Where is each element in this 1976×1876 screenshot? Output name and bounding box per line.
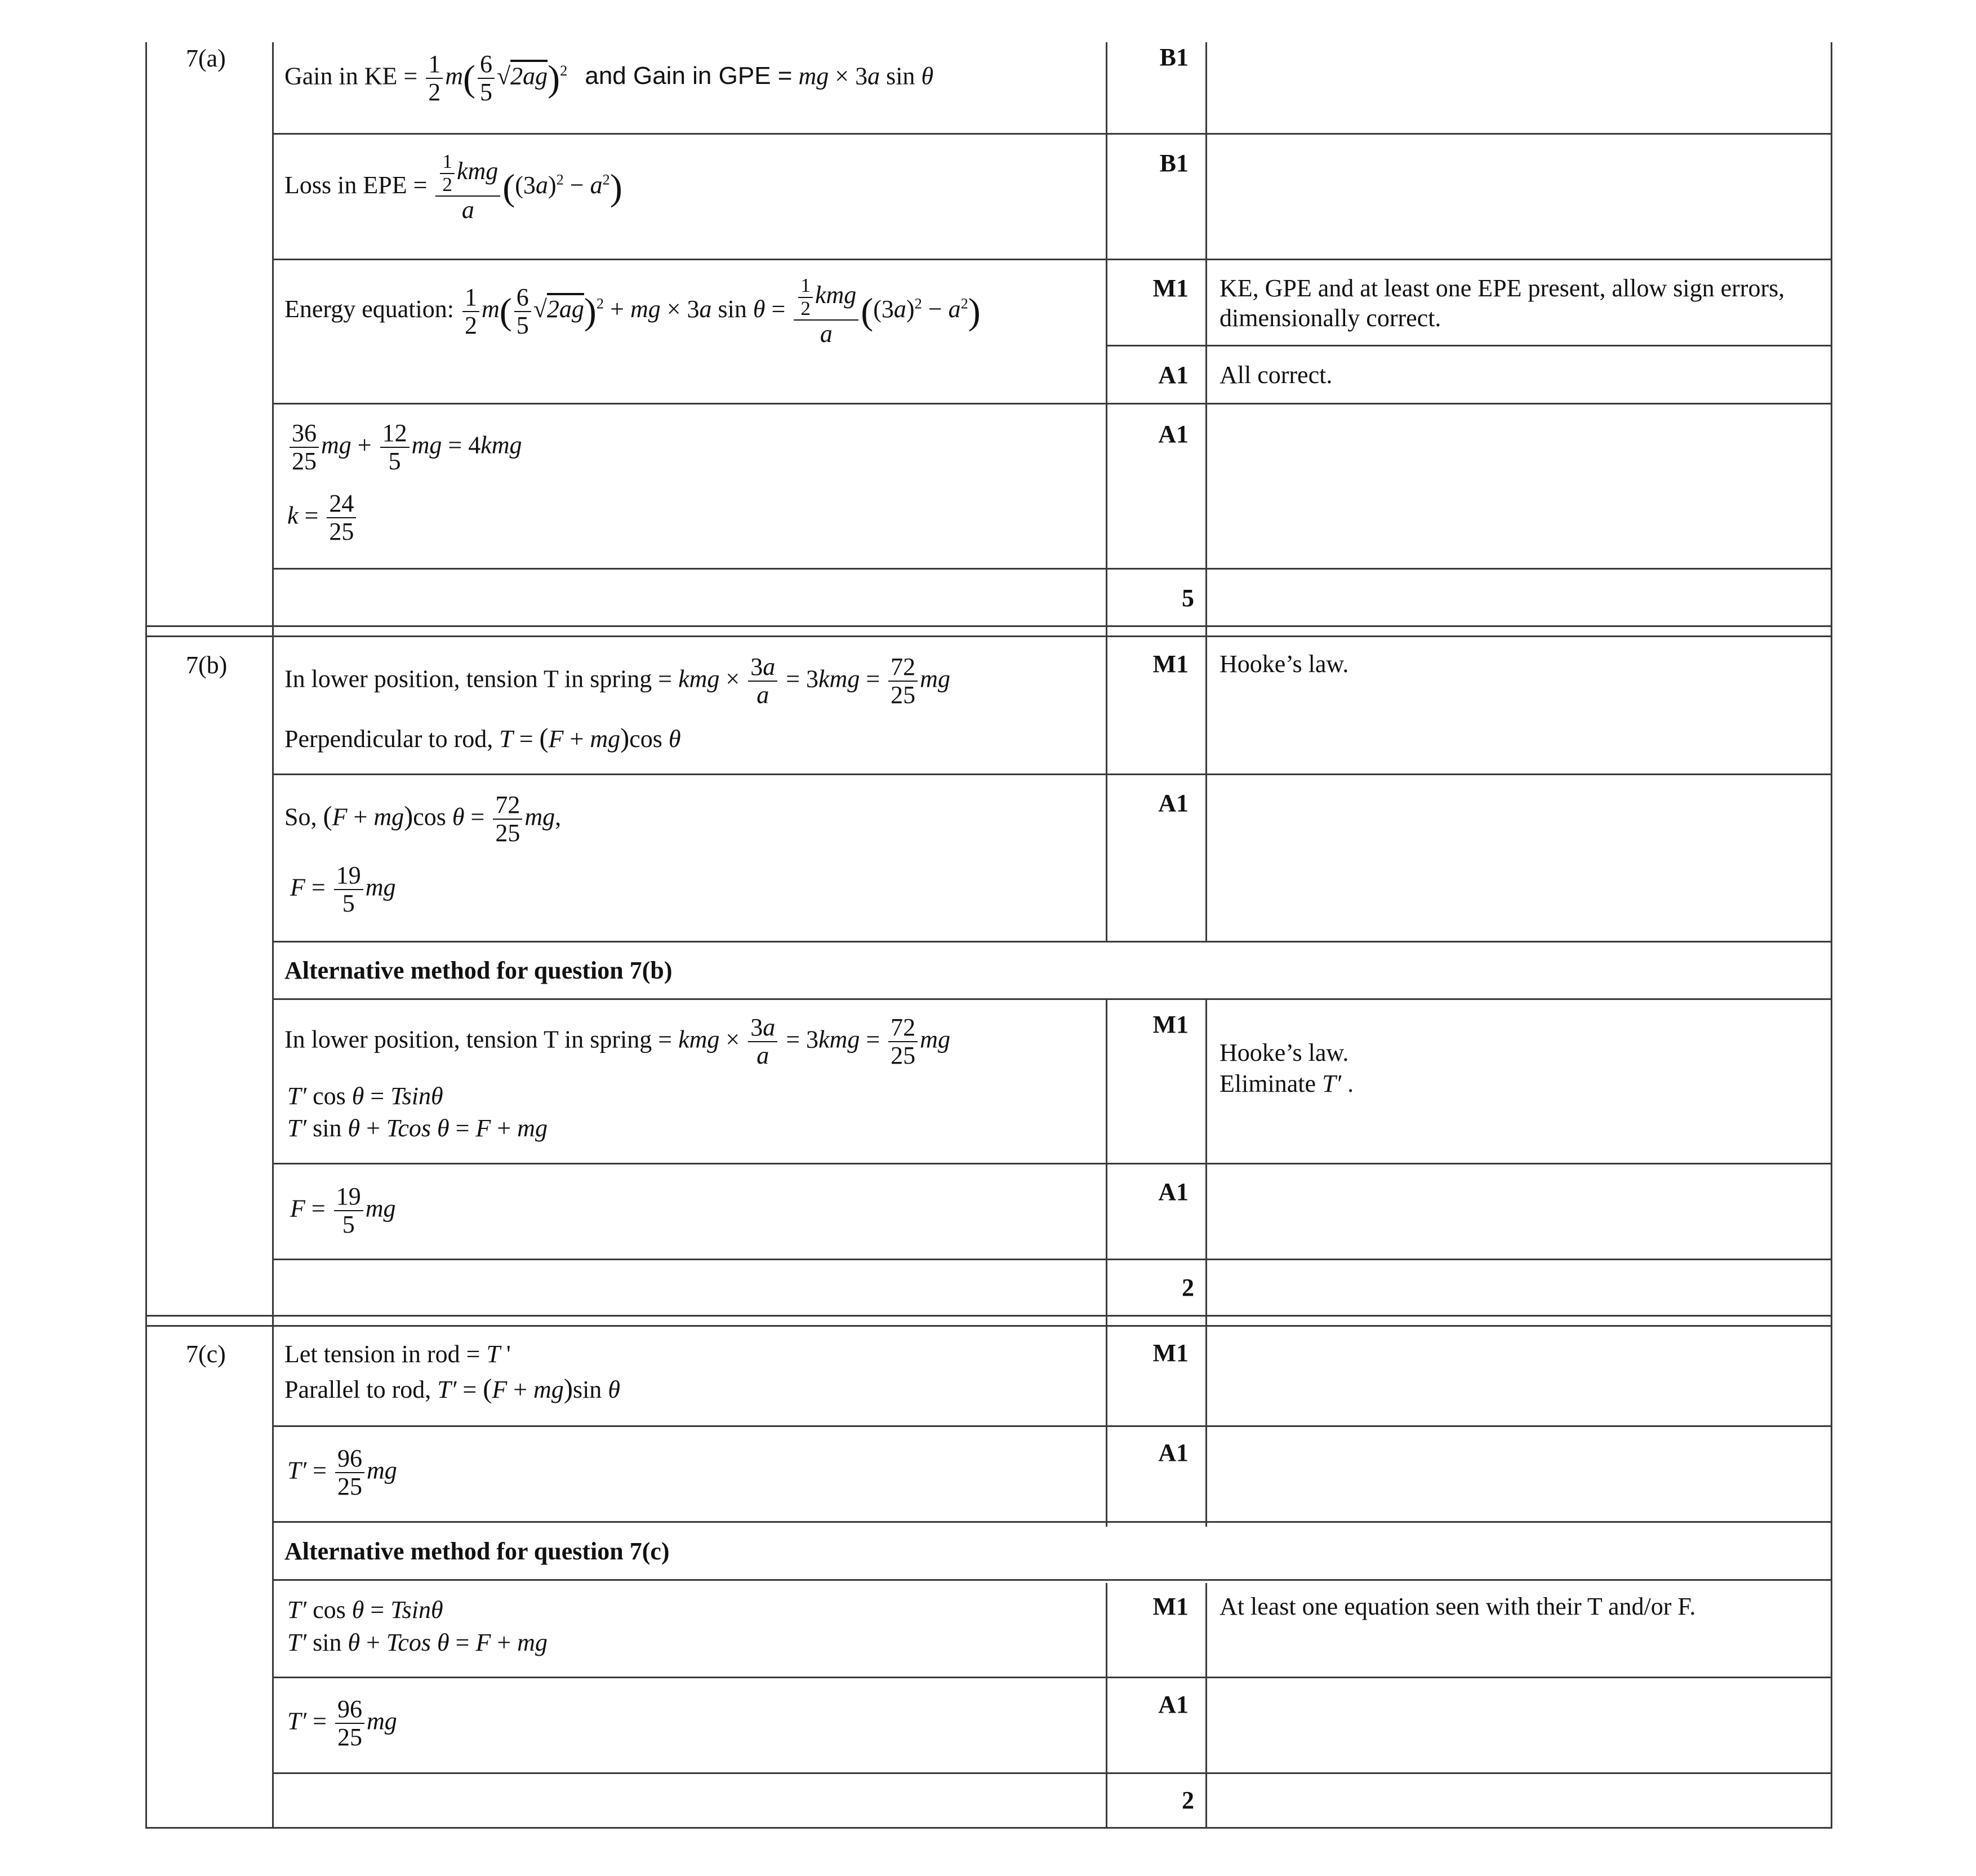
question-label: 7(b) [186, 651, 228, 679]
mark-code: A1 [1158, 1691, 1189, 1718]
table-border-left [145, 42, 147, 1828]
answer-let-tension: Let tension in rod = T ' [284, 1340, 511, 1368]
answer-f-value-alt: F = $\frac{19}{5}$ mg [290, 1182, 396, 1239]
table-column-divider-guidance [1205, 1000, 1207, 1527]
row-divider [272, 259, 1832, 260]
row-divider [272, 1163, 1832, 1164]
section-separator [145, 635, 1832, 637]
mark-code: M1 [1152, 650, 1189, 678]
row-divider [272, 773, 1832, 775]
guidance-text: Hooke’s law. [1220, 650, 1349, 678]
mark-code: M1 [1152, 1593, 1189, 1620]
total-marks: 5 [1182, 584, 1194, 612]
table-column-divider-guidance [1205, 1583, 1207, 1828]
table-column-divider-guidance [1205, 42, 1207, 941]
mark-code: A1 [1158, 1439, 1189, 1466]
alternative-method-heading: Alternative method for question 7(c) [284, 1537, 670, 1565]
answer-text: Parallel to rod, [284, 1376, 431, 1403]
answer-gain-ke-gpe: Gain in KE = $\frac{1}{2}$ m( $\frac{6}{5}$ √2ag)$^2$ and Gain in GPE = mg × 3a sin θ [284, 50, 934, 106]
guidance-text: KE, GPE and at least one EPE present, allow sign errors, [1220, 274, 1785, 302]
alternative-method-heading: Alternative method for question 7(b) [284, 957, 673, 984]
row-divider [272, 998, 1832, 1000]
answer-t-prime-value: T′ = $\frac{96}{25}$ mg [287, 1444, 397, 1501]
answer-so-equation: So, (F + mg)cos θ = $\frac{72}{25}$ mg, [284, 791, 562, 847]
guidance-text: Hooke’s law. [1220, 1039, 1349, 1066]
mark-code: M1 [1152, 274, 1189, 302]
mark-code: M1 [1152, 1339, 1189, 1367]
question-label: 7(a) [186, 45, 226, 72]
row-divider [272, 568, 1832, 570]
guidance-text: Eliminate [1220, 1070, 1316, 1097]
row-divider [272, 1425, 1832, 1427]
mark-code: B1 [1159, 43, 1189, 71]
mark-code: A1 [1158, 1178, 1189, 1206]
total-marks: 2 [1182, 1274, 1194, 1301]
answer-spring-tension: In lower position, tension T in spring = kmg × $\frac{3a}{a}$ = 3kmg = $\frac{72}{25}$ mg [284, 653, 950, 709]
row-divider [272, 133, 1832, 135]
total-marks: 2 [1182, 1786, 1194, 1814]
answer-text: Gain in KE = [284, 62, 418, 90]
section-separator [145, 1325, 1832, 1327]
answer-text: Let tension in rod = [284, 1340, 480, 1368]
answer-energy-equation: Energy equation: $\frac{1}{2}$ m( $\frac{6}{5}$ √2ag)$^2$ + mg × 3a sin θ = $\frac{1}{2}$ kmg a $((3a)^2 - a^2)$ [284, 274, 981, 348]
answer-resolve-1: T′ cos θ = Tsinθ [287, 1082, 443, 1110]
answer-k-value: k = $\frac{24}{25}$ [287, 490, 358, 546]
answer-resolve-1: T′ cos θ = Tsinθ [287, 1596, 443, 1624]
answer-text: Perpendicular to rod, [284, 725, 493, 753]
section-separator [145, 625, 1832, 627]
row-divider [272, 403, 1832, 404]
answer-text: Energy equation: [284, 295, 454, 323]
table-border-right [1831, 42, 1832, 1828]
answer-f-value: F = $\frac{19}{5}$ mg [290, 861, 396, 918]
row-divider [272, 1259, 1832, 1260]
row-divider [272, 1772, 1832, 1774]
row-divider [272, 1521, 1832, 1523]
guidance-text: At least one equation seen with their T and/or F. [1220, 1593, 1696, 1620]
answer-resolve-2: T′ sin θ + Tcos θ = F + mg [287, 1114, 548, 1142]
guidance-text: dimensionally correct. [1220, 304, 1441, 332]
table-column-divider-answer [272, 42, 274, 1828]
mark-code: M1 [1152, 1011, 1189, 1038]
row-divider [272, 1677, 1832, 1678]
row-divider [1106, 345, 1832, 346]
answer-resolve-2: T′ sin θ + Tcos θ = F + mg [287, 1629, 548, 1656]
mark-code: A1 [1158, 789, 1189, 817]
answer-working-k: $\frac{36}{25}$ mg + $\frac{12}{5}$ mg = 4kmg [287, 420, 522, 475]
section-separator [145, 1315, 1832, 1317]
answer-text: So, [284, 803, 317, 831]
answer-spring-tension-alt: In lower position, tension T in spring = kmg × $\frac{3a}{a}$ = 3kmg = $\frac{72}{25}$ mg [284, 1013, 950, 1070]
row-divider [272, 941, 1832, 943]
answer-text: and Gain in GPE = [585, 62, 793, 90]
answer-text: In lower position, tension T in spring = [284, 665, 673, 693]
answer-t-prime-value-alt: T′ = $\frac{96}{25}$ mg [287, 1695, 397, 1751]
answer-text: In lower position, tension T in spring = [284, 1025, 673, 1053]
mark-code: A1 [1158, 420, 1189, 448]
answer-text: Loss in EPE = [284, 171, 428, 199]
mark-code: B1 [1159, 149, 1189, 177]
guidance-text: Eliminate T′ . [1220, 1070, 1354, 1097]
answer-perpendicular: Perpendicular to rod, T = (F + mg)cos θ [284, 723, 681, 753]
guidance-text: All correct. [1220, 361, 1333, 389]
answer-loss-epe: Loss in EPE = $\frac{1}{2}$ kmg a $((3a)^2 - a^2)$ [284, 150, 622, 224]
question-label: 7(c) [186, 1340, 226, 1368]
table-border-bottom [145, 1827, 1832, 1829]
answer-parallel: Parallel to rod, T′ = (F + mg)sin θ [284, 1374, 620, 1404]
mark-code: A1 [1158, 361, 1189, 389]
row-divider [272, 1579, 1832, 1581]
